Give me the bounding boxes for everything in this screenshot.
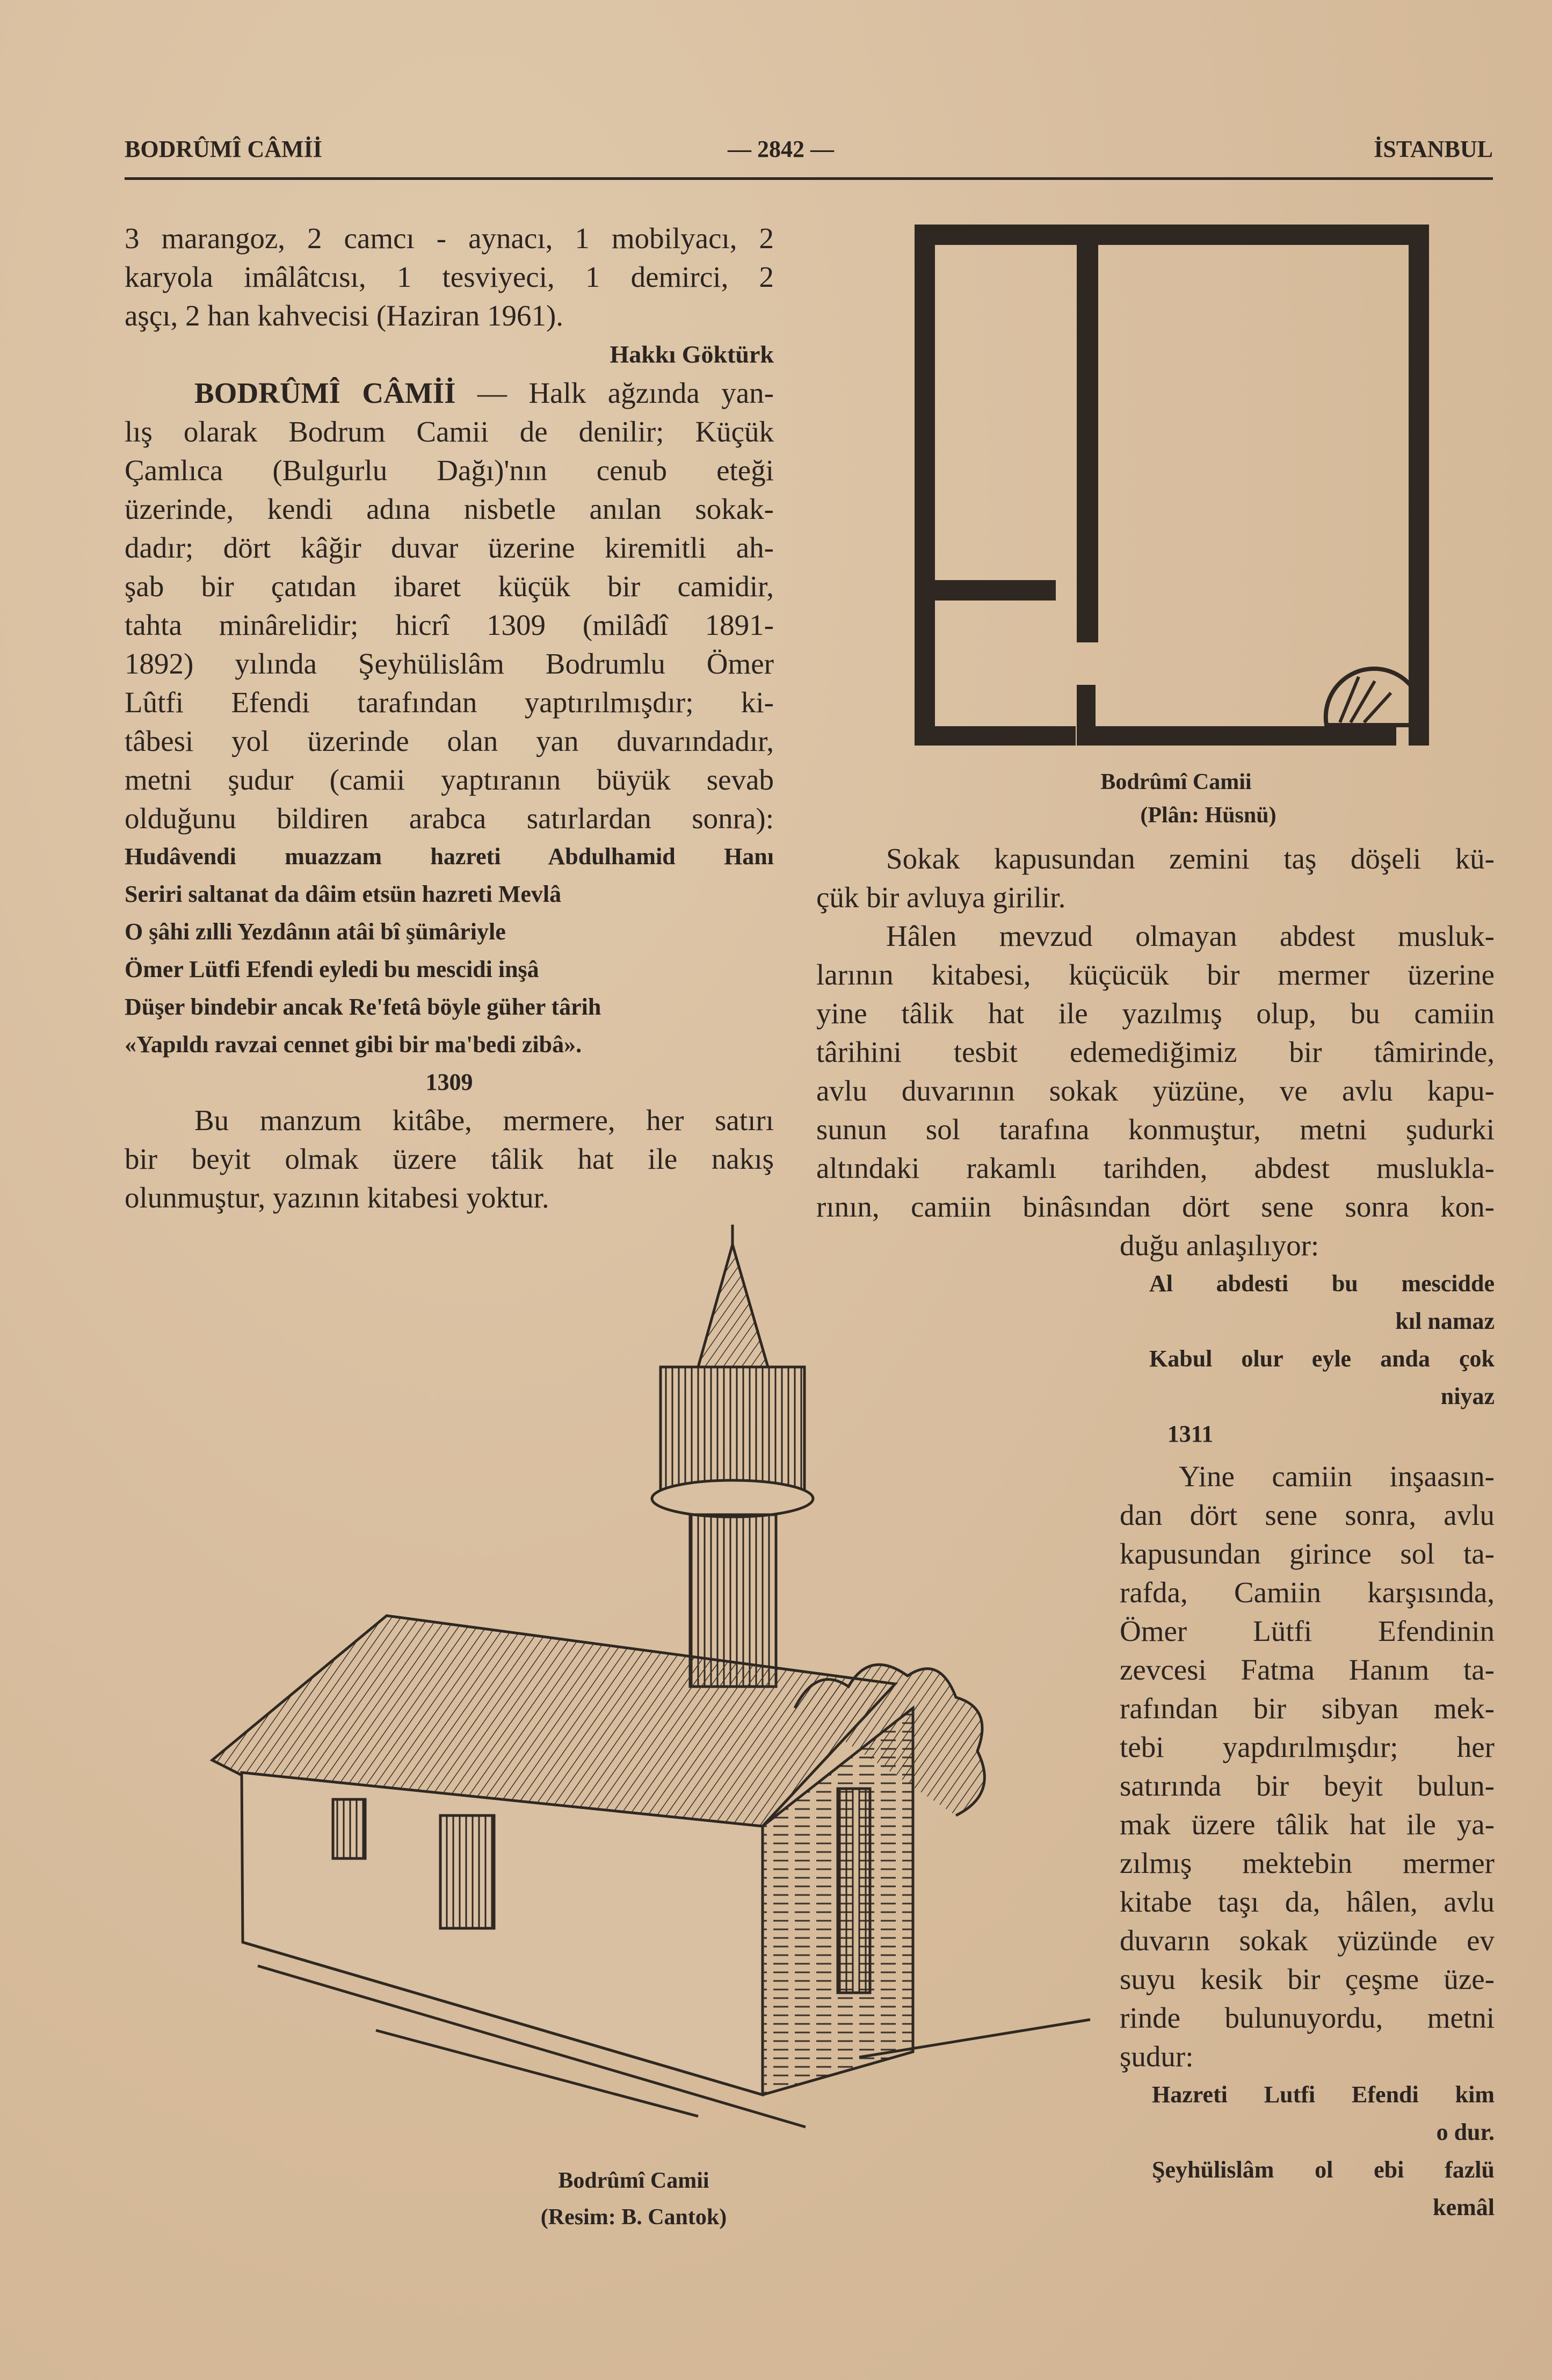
text-line: 1892) yılında Şeyhülislâm Bodrumlu Ömer: [125, 647, 774, 680]
floor-plan: [915, 225, 1429, 746]
text-line: rafda, Camiin karşısında,: [1120, 1576, 1495, 1609]
text-line: dan dört sene sonra, avlu: [1120, 1499, 1495, 1531]
verse-line: O şâhi zılli Yezdânın atâi bî şümâriyle: [125, 918, 506, 945]
text-line: 3 marangoz, 2 camcı - aynacı, 1 mobilyacı, 2: [125, 222, 774, 255]
text-line: yine tâlik hat ile yazılmış olup, bu camiin: [816, 997, 1495, 1030]
minaret-cone: [698, 1245, 768, 1367]
drawing-credit: (Resim: B. Cantok): [540, 2205, 727, 2230]
plan-credit: (Plân: Hüsnü): [1140, 803, 1277, 828]
text-line: zılmış mektebin mermer: [1120, 1847, 1495, 1879]
verse-year: 1311: [1167, 1421, 1214, 1447]
text-line: Lûtfi Efendi tarafından yaptırılmışdır; ki-: [125, 686, 774, 719]
minaret-balcony: [652, 1480, 813, 1517]
text-line: duğu anlaşılıyor:: [1120, 1229, 1319, 1262]
running-head-title: BODRÛMÎ CÂMİİ: [125, 136, 322, 162]
verse-line: Ömer Lütfi Efendi eyledi bu mescidi inşâ: [125, 956, 539, 982]
verse-line: kemâl: [1433, 2194, 1495, 2220]
verse-line: Kabul olur eyle anda çok: [1149, 1345, 1495, 1372]
text-line: Sokak kapusundan zemini taş döşeli kü-: [886, 842, 1495, 875]
verse-line: Seriri saltanat da dâim etsün hazreti Mevlâ: [125, 881, 562, 907]
verse-line: niyaz: [1440, 1383, 1495, 1409]
text-line: üzerinde, kendi adına nisbetle anılan sokak-: [125, 493, 774, 525]
text-line: satırında bir beyit bulun-: [1120, 1769, 1495, 1802]
plan-inner-wall: [935, 580, 1056, 601]
text-line: şab bir çatıdan ibaret küçük bir camidir,: [125, 570, 774, 603]
text-line: târihini tesbit edemediğimiz bir tâmirinde,: [816, 1036, 1495, 1068]
text-line: olduğunu bildiren arabca satırlardan sonra):: [125, 802, 774, 835]
plan-caption: Bodrûmî Camii: [1100, 770, 1252, 794]
plan-wall-bottom: [915, 726, 1076, 746]
plan-wall-top: [915, 225, 1429, 245]
running-head-city: İSTANBUL: [1374, 136, 1493, 162]
front-wall: [242, 1773, 763, 2095]
text-line: şudur:: [1120, 2040, 1194, 2073]
drawing-caption: Bodrûmî Camii: [558, 2168, 709, 2193]
text-line: bir beyit olmak üzere tâlik hat ile nakış: [125, 1142, 774, 1175]
text-line: suyu kesik bir çeşme üze-: [1120, 1963, 1495, 1995]
text-line: rının, camiin binâsından dört sene sonra kon-: [816, 1190, 1495, 1223]
plan-wall-right: [1409, 225, 1429, 746]
text-line: karyola imâlâtcısı, 1 tesviyeci, 1 demirci, 2: [125, 261, 774, 293]
text-line: Yine camiin inşaasın-: [1179, 1460, 1495, 1493]
text-line: çük bir avluya girilir.: [816, 881, 1066, 914]
verse-line: Al abdesti bu mescidde: [1149, 1270, 1495, 1297]
plan-hatch: [1340, 677, 1391, 722]
text-line: Bu manzum kitâbe, mermere, her satırı: [194, 1104, 774, 1137]
text-line: olunmuştur, yazının kitabesi yoktur.: [125, 1181, 549, 1214]
text-line: altındaki rakamlı tarihden, abdest muslukla-: [816, 1152, 1495, 1184]
door: [838, 1789, 870, 1993]
window: [333, 1799, 365, 1858]
text-line: mak üzere tâlik hat ile ya-: [1120, 1808, 1495, 1841]
text-line: kapusundan girince sol ta-: [1120, 1537, 1495, 1570]
mosque-drawing: [212, 1225, 1090, 2127]
verse-line: kıl namaz: [1395, 1308, 1495, 1334]
text-line: tebi yapdırılmışdır; her: [1120, 1731, 1495, 1763]
text-line: tahta minârelidir; hicrî 1309 (milâdî 1891-: [125, 609, 774, 641]
text-line: lış olarak Bodrum Camii de denilir; Küçük: [125, 415, 774, 448]
plan-door-jamb: [1077, 685, 1096, 746]
text-line: avlu duvarının sokak yüzüne, ve avlu kapu-: [816, 1074, 1495, 1107]
verse-line: «Yapıldı ravzai cennet gibi bir ma'bedi zibâ».: [125, 1031, 582, 1058]
minaret-gallery: [661, 1367, 804, 1496]
text-line: rinde bulunuyordu, metni: [1120, 2001, 1495, 2034]
verse-line: Hudâvendi muazzam hazreti Abdulhamid Hanı: [125, 843, 774, 870]
verse-line: Hazreti Lutfi Efendi kim: [1152, 2081, 1495, 2108]
text-line: aşçı, 2 han kahvecisi (Haziran 1961).: [125, 299, 564, 332]
text-line: Ömer Lütfi Efendinin: [1120, 1615, 1495, 1647]
verse-line: Düşer bindebir ancak Re'fetâ böyle güher târih: [125, 994, 601, 1020]
text-line: larının kitabesi, küçücük bir mermer üzerine: [816, 958, 1495, 991]
verse-year: 1309: [425, 1069, 473, 1095]
text-line: kitabe taşı da, hâlen, avlu: [1120, 1885, 1495, 1918]
text-line: sunun sol tarafına konmuştur, metni şudurki: [816, 1113, 1495, 1146]
verse-line: o dur.: [1436, 2119, 1495, 2145]
text-line: tâbesi yol üzerinde olan yan duvarındadır,: [125, 725, 774, 757]
text-line: Çamlıca (Bulgurlu Dağı)'nın cenub eteği: [125, 454, 774, 487]
text-line: zevcesi Fatma Hanım ta-: [1120, 1653, 1495, 1686]
text-line: duvarın sokak yüzünde ev: [1120, 1924, 1495, 1957]
plan-inner-wall: [1077, 245, 1098, 642]
text-line: Hâlen mevzud olmayan abdest musluk-: [886, 920, 1495, 952]
plan-wall-bottom: [1096, 726, 1396, 746]
verse-line: Şeyhülislâm ol ebi fazlü: [1152, 2157, 1495, 2183]
window: [440, 1815, 494, 1928]
text-line: metni şudur (camii yaptıranın büyük sevab: [125, 763, 774, 796]
page-number: — 2842 —: [728, 136, 834, 162]
text: — Halk ağzında yan-: [477, 377, 774, 409]
entry-title: BODRÛMÎ CÂMİİ: [194, 377, 456, 409]
author-signature: Hakkı Göktürk: [610, 341, 774, 368]
text-line: dadır; dört kâğir duvar üzerine kiremitli ah-: [125, 531, 774, 564]
plan-wall-left: [915, 225, 935, 746]
text-line: rafından bir sibyan mek-: [1120, 1692, 1495, 1725]
